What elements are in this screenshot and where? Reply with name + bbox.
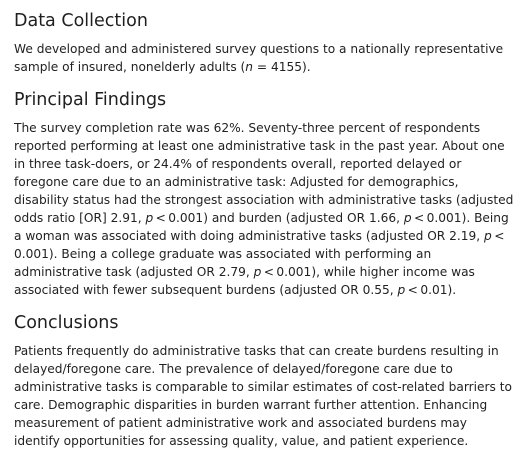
text-run: We developed and administered survey questions to a nationally representative sample of insured, nonelderly adults ( bbox=[14, 42, 504, 74]
text-run: p bbox=[397, 283, 406, 297]
section-title-data-collection: Data Collection bbox=[14, 11, 148, 31]
text-run: < 0.01). bbox=[405, 283, 457, 297]
text-run: The survey completion rate was 62%. Seventy-three percent of respondents reported performing at least one administrative task in the past year. About one in three task-doers, or 24.4% of respondents overall, reported delayed or foregone care due to an administrative task: Adjusted for demographics, disability status had the strongest association with administrative tasks (adjusted odds ratio [OR] 2.91, bbox=[14, 121, 514, 225]
text-run: p bbox=[484, 229, 492, 243]
text-run: < 0.001). Being a woman was associated with doing administrative tasks (adjusted OR 2.19, bbox=[14, 211, 509, 243]
text-run: Patients frequently do administrative tasks that can create burdens resulting in delayed/foregone care. The prevalence of delayed/foregone care due to administrative tasks is comparable to similar estimates of cost-related barriers to care. Demographic disparities in burden warrant further attention. Enhancing measurement of patient administrative work and associated burdens may identify opportunities for assessing quality, value, and patient experience. bbox=[14, 344, 512, 448]
text-run: n bbox=[245, 60, 254, 74]
text-run: p bbox=[145, 211, 154, 225]
text-run: < 0.001). Being a college graduate was associated with performing an administrative task (adjusted OR 2.79, bbox=[14, 229, 507, 279]
section-body-principal-findings bbox=[14, 119, 514, 299]
section-body-conclusions bbox=[14, 342, 514, 450]
section-body-data-collection bbox=[14, 40, 514, 76]
section-title-conclusions: Conclusions bbox=[14, 313, 119, 333]
text-run: = 4155). bbox=[253, 60, 311, 74]
section-title-principal-findings: Principal Findings bbox=[14, 90, 167, 110]
text-run: < 0.001), while higher income was associated with fewer subsequent burdens (adjusted OR 0.55, bbox=[14, 265, 475, 297]
text-run: p bbox=[253, 265, 262, 279]
text-run: < 0.001) and burden (adjusted OR 1.66, bbox=[153, 211, 404, 225]
text-run: p bbox=[403, 211, 412, 225]
